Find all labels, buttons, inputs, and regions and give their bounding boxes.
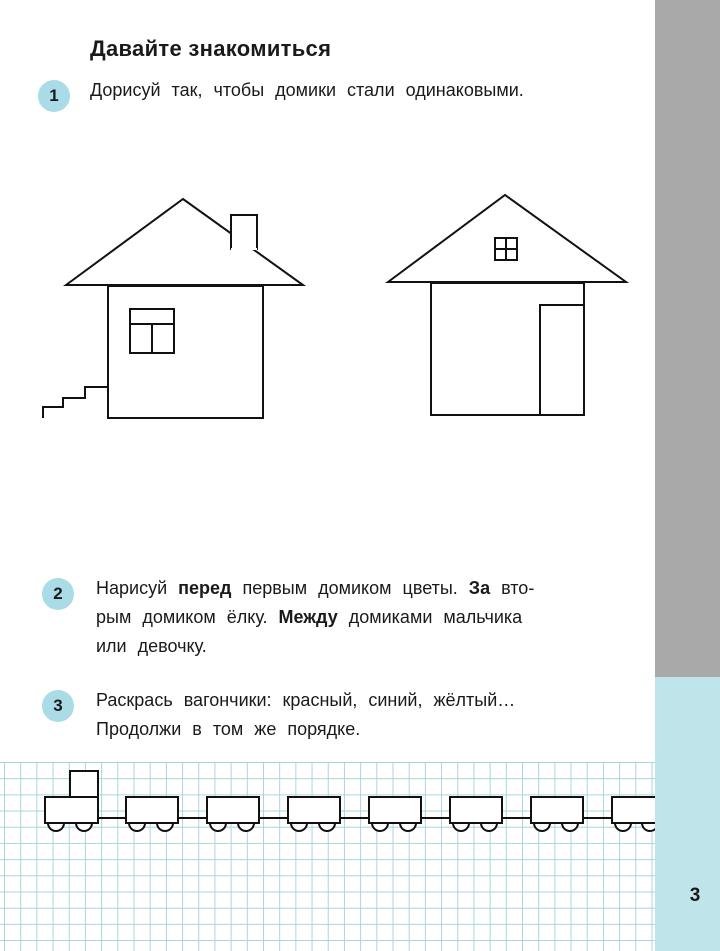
task-2-text bbox=[96, 574, 641, 661]
train-wagon-5 bbox=[450, 797, 502, 831]
task-3-line-2: Продолжи в том же порядке. bbox=[96, 719, 361, 739]
house-1 bbox=[43, 199, 303, 418]
page-edge-gray bbox=[655, 0, 720, 677]
page-number: 3 bbox=[689, 885, 701, 906]
train-locomotive bbox=[45, 771, 98, 831]
task-2-line-2: рым домиком ёлку. Между домиками мальчика bbox=[96, 607, 523, 627]
task-2-badge: 2 bbox=[42, 578, 74, 610]
task-3-badge: 3 bbox=[42, 690, 74, 722]
task-3-text bbox=[96, 686, 515, 744]
house-2 bbox=[388, 195, 626, 415]
task-1-text: Дорисуй так, чтобы домики стали одинаковыми. bbox=[90, 80, 524, 100]
train-drawing bbox=[0, 762, 655, 951]
train-wagon-6 bbox=[531, 797, 583, 831]
house-1-roof bbox=[66, 199, 303, 285]
train-wagon-7 bbox=[612, 797, 655, 831]
page-title: Давайте знакомиться bbox=[90, 36, 332, 61]
task-1-badge: 1 bbox=[38, 80, 70, 112]
task-2-line-1: Нарисуй перед первым домиком цветы. За вто- bbox=[96, 578, 535, 598]
page-edge-teal bbox=[655, 677, 720, 951]
train-wagon-4 bbox=[369, 797, 421, 831]
house-2-wall bbox=[431, 283, 584, 415]
house-1-chimney bbox=[231, 215, 257, 249]
task-3-line-1: Раскрась вагончики: красный, синий, жёлтый… bbox=[96, 690, 516, 710]
house-1-stairs bbox=[43, 387, 108, 418]
task-2-line-3: или девочку. bbox=[96, 636, 207, 656]
houses-drawing bbox=[0, 185, 655, 425]
train-wagon-1 bbox=[126, 797, 178, 831]
train-wagon-3 bbox=[288, 797, 340, 831]
train-wagon-2 bbox=[207, 797, 259, 831]
house-2-door bbox=[540, 305, 584, 415]
